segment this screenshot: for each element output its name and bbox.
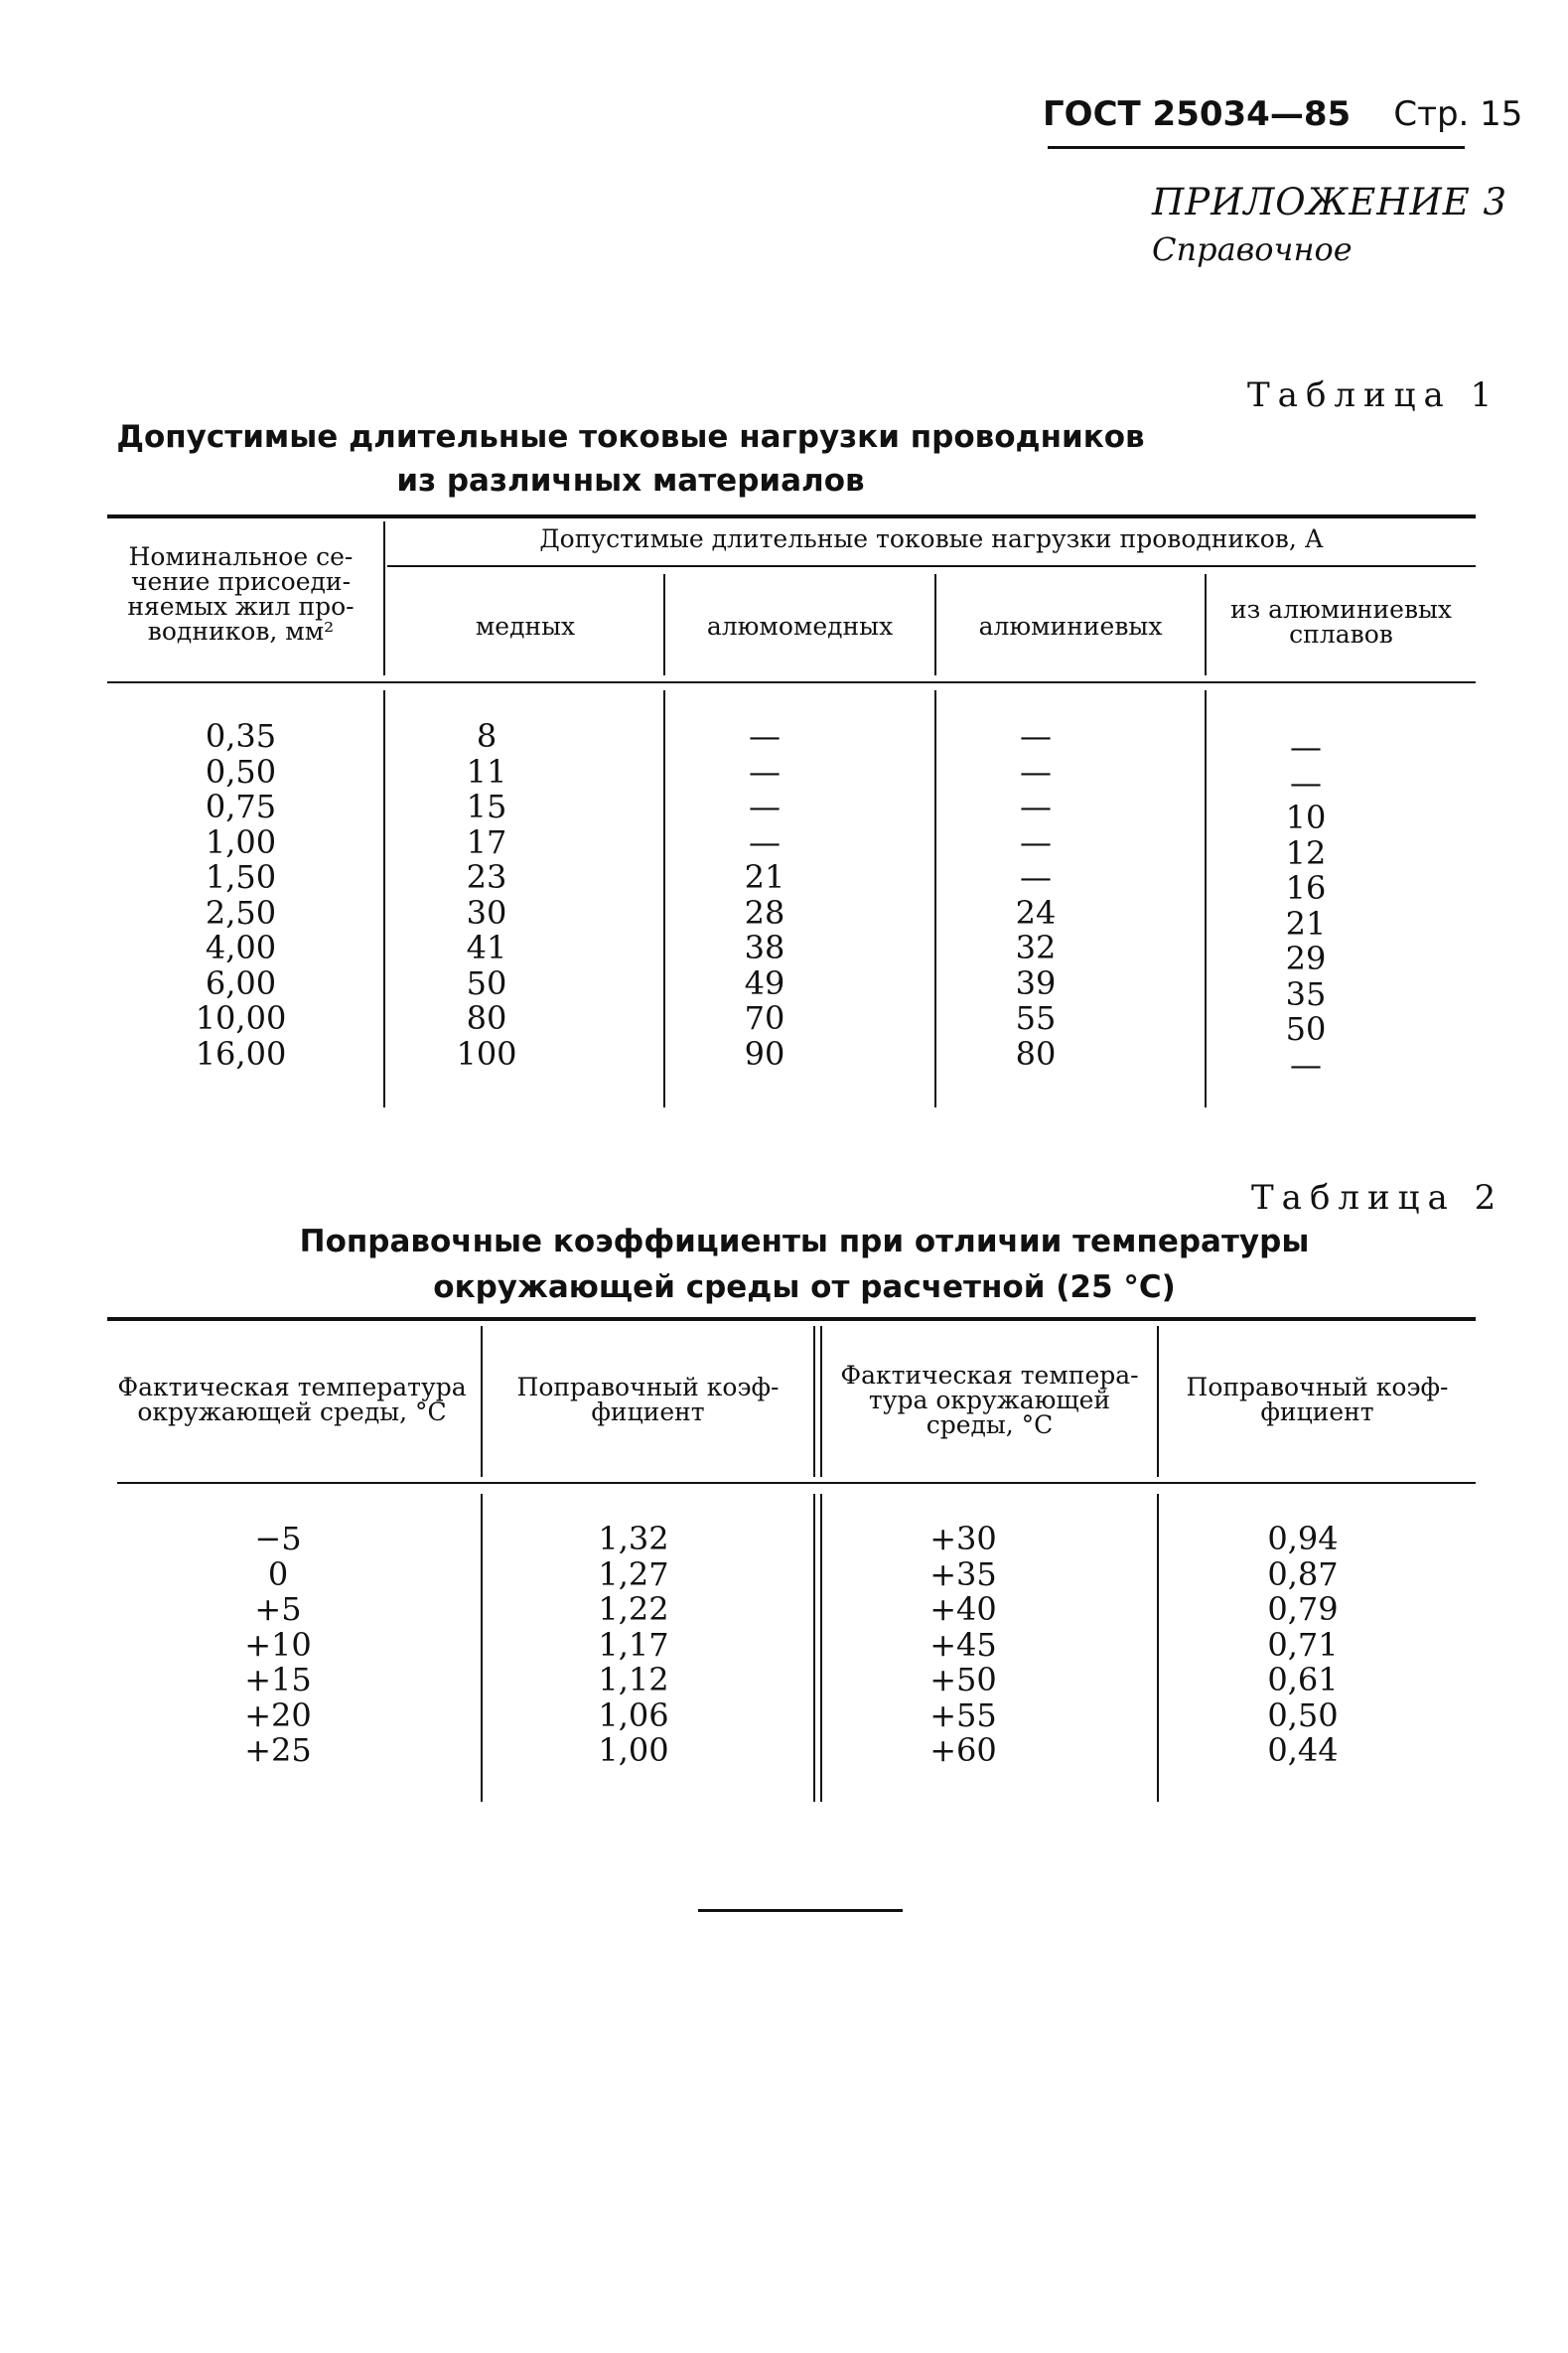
table1-cell: 24 bbox=[1015, 893, 1057, 932]
table1-header-rule bbox=[107, 681, 1476, 683]
table1-cell: 15 bbox=[466, 788, 507, 825]
closing-rule bbox=[698, 1909, 903, 1912]
table1-cell: — bbox=[1020, 822, 1052, 861]
table1-cell: 35 bbox=[1285, 974, 1327, 1013]
table1-label: Таблица 1 bbox=[1247, 375, 1500, 415]
table2-col-temp-left-header: Фактическая температура окружающей среды, °С bbox=[117, 1373, 467, 1426]
table1-cell: 12 bbox=[1285, 833, 1327, 872]
page-header bbox=[1043, 94, 1522, 134]
table1-alucopper-column bbox=[665, 719, 864, 1072]
table1-col-alloy-header: из алюминиевых сплавов bbox=[1229, 595, 1453, 649]
table1-cell: 70 bbox=[744, 999, 785, 1037]
table2-vline-body-2b bbox=[820, 1494, 822, 1802]
table1-cell: — bbox=[1020, 717, 1052, 755]
table1-cell: — bbox=[749, 788, 781, 825]
appendix-subtitle: Справочное bbox=[1152, 230, 1353, 268]
appendix-title: ПРИЛОЖЕНИЕ 3 bbox=[1152, 181, 1508, 223]
table1-cell: 11 bbox=[466, 752, 507, 791]
table1-cell: — bbox=[749, 717, 781, 755]
table1-group-header: Допустимые длительные токовые нагрузки проводников, А bbox=[539, 524, 1324, 553]
table1-cell: 21 bbox=[1285, 904, 1327, 943]
standard-number: ГОСТ 25034—85 bbox=[1043, 94, 1352, 134]
table1-cell: 23 bbox=[466, 858, 507, 896]
table1-cell: 17 bbox=[466, 822, 507, 861]
table2-vline-body-3 bbox=[1157, 1494, 1159, 1802]
table1-aluminium-column bbox=[936, 719, 1135, 1072]
table1-col-aluminium-header: алюминиевых bbox=[978, 612, 1163, 641]
table1-cell: 10 bbox=[1285, 799, 1327, 836]
table1-cell: — bbox=[749, 752, 781, 791]
table2-title-line2: окружающей среды от расчетной (25 °С) bbox=[433, 1269, 1176, 1305]
table2-vline-body-2a bbox=[813, 1494, 815, 1802]
table1-group-rule bbox=[387, 565, 1476, 567]
table1-cell: 38 bbox=[744, 929, 785, 966]
table2-col-temp-right-header: Фактическая темпера- тура окружающей среды, °С bbox=[840, 1361, 1139, 1439]
table1-cell: — bbox=[1020, 752, 1052, 791]
table1-col-copper-header: медных bbox=[475, 612, 576, 641]
table1-alloy-column bbox=[1207, 730, 1405, 1083]
table1-vline-head-1 bbox=[383, 521, 385, 675]
table1-cell: 41 bbox=[466, 929, 507, 966]
table1-cell: 29 bbox=[1285, 940, 1327, 977]
table2-label: Таблица 2 bbox=[1251, 1178, 1504, 1218]
table1-cell: 32 bbox=[1015, 929, 1057, 966]
table1-vline-body-1 bbox=[383, 690, 385, 1107]
table1-cell: 50 bbox=[1285, 1010, 1327, 1048]
table1-cell: — bbox=[1290, 728, 1322, 766]
table1-cell: 50 bbox=[466, 963, 507, 1002]
table2-title-line1: Поправочные коэффициенты при отличии температуры bbox=[299, 1224, 1310, 1259]
table1-cell: 80 bbox=[466, 999, 507, 1037]
table1-cell: 90 bbox=[744, 1034, 785, 1073]
table1-title-line1: Допустимые длительные токовые нагрузки проводников bbox=[116, 419, 1145, 455]
table2-col-coef-left-header: Поправочный коэф- фициент bbox=[516, 1373, 780, 1426]
table1-cell: 8 bbox=[476, 717, 498, 755]
table1-cell: 21 bbox=[744, 858, 785, 896]
table1-cell: 16 bbox=[1285, 869, 1327, 907]
table1-cell: 39 bbox=[1015, 963, 1057, 1002]
table1-cell: 28 bbox=[744, 893, 785, 932]
table2-temp-right-column: +30 +35 +40 +45 +50 +55 +60 bbox=[929, 1520, 997, 1769]
table2-vline-body-1 bbox=[481, 1494, 483, 1802]
table1-copper-column bbox=[387, 719, 586, 1072]
table1-cell: — bbox=[1290, 763, 1322, 802]
table2-coef-right-column: 0,94 0,87 0,79 0,71 0,61 0,50 0,44 bbox=[1267, 1520, 1339, 1769]
table1-top-rule bbox=[107, 515, 1476, 518]
table2-temp-left-column: −5 0 +5 +10 +15 +20 +25 bbox=[244, 1520, 312, 1769]
table1-cell: — bbox=[1020, 788, 1052, 825]
table2-top-rule bbox=[107, 1317, 1476, 1321]
header-rule bbox=[1048, 146, 1465, 149]
table1-cell: 30 bbox=[466, 893, 507, 932]
table1-cell: — bbox=[749, 822, 781, 861]
table1-col-alucopper-header: алюмомедных bbox=[706, 612, 894, 641]
page-number: Стр. 15 bbox=[1393, 94, 1523, 134]
table1-cell: — bbox=[1290, 1045, 1322, 1084]
table2-header-rule bbox=[117, 1482, 1476, 1484]
table1-cell: 100 bbox=[456, 1034, 517, 1073]
table1-sections-column: 0,35 0,50 0,75 1,00 1,50 2,50 4,00 6,00 10,00 16,00 bbox=[195, 717, 287, 1073]
table2-col-coef-right-header: Поправочный коэф- фициент bbox=[1186, 1373, 1449, 1426]
table1-cell: 80 bbox=[1015, 1034, 1057, 1073]
table1-cell: 55 bbox=[1015, 999, 1057, 1037]
table1-cell: 49 bbox=[744, 963, 785, 1002]
table1-col-section-header: Номинальное се- чение присоеди- няемых жил про- водников, мм² bbox=[127, 542, 355, 646]
table1-title-line2: из различных материалов bbox=[396, 463, 865, 499]
table1-cell: — bbox=[1020, 858, 1052, 896]
table2-coef-left-column: 1,32 1,27 1,22 1,17 1,12 1,06 1,00 bbox=[598, 1520, 669, 1769]
table2-vline-head-2a bbox=[813, 1326, 815, 1477]
